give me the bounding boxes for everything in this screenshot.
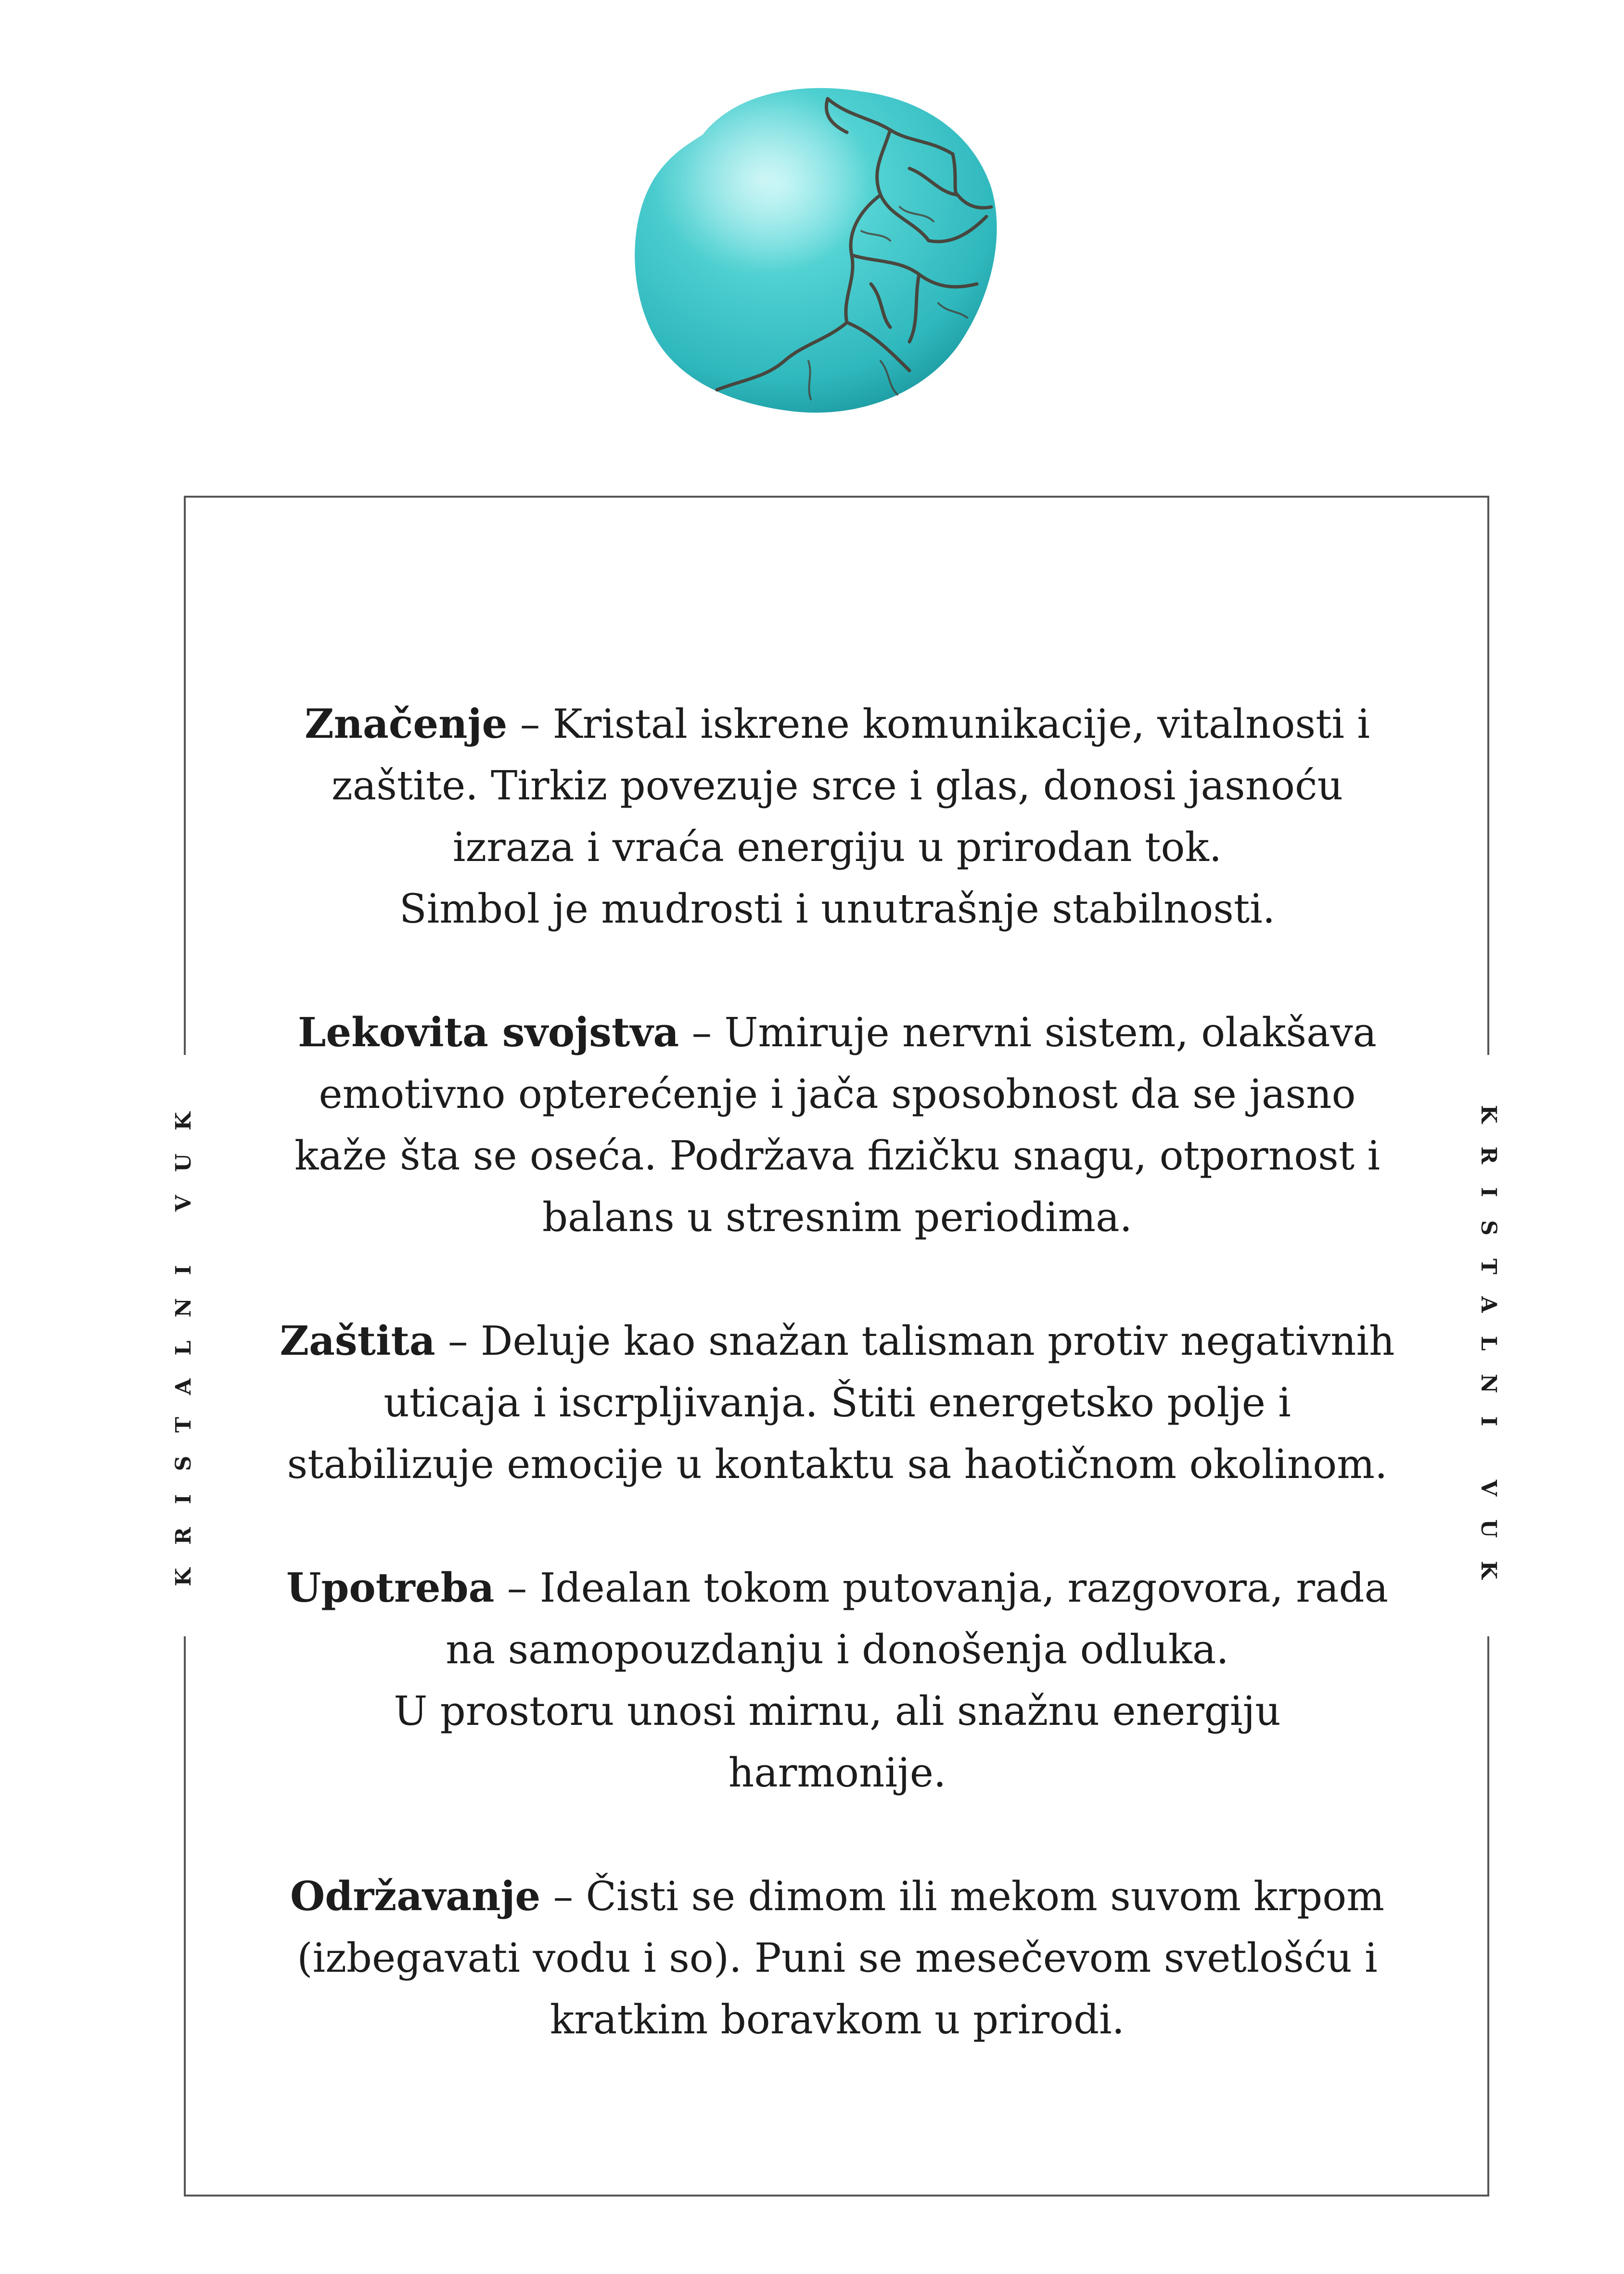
section-text-line: izraza i vraća energiju u prirodan tok. [452, 824, 1222, 871]
frame-left-border-upper [184, 496, 186, 1055]
section-healing-properties [269, 1002, 1405, 1248]
section-text-line: zaštite. Tirkiz povezuje srce i glas, donosi jasnoću [332, 762, 1343, 809]
section-text-line: kaže šta se oseća. Podržava fizičku snagu, otpornost i [294, 1132, 1381, 1179]
section-maintenance [269, 1865, 1405, 2051]
section-heading: Upotreba [286, 1564, 495, 1611]
section-heading: Značenje [305, 700, 508, 747]
section-usage [269, 1557, 1405, 1804]
heading-separator: – [540, 1873, 586, 1920]
frame-bottom-border [184, 2195, 1489, 2197]
section-text-line: (izbegavati vodu i so). Puni se mesečevom svetlošću i [297, 1935, 1378, 1981]
heading-separator: – [507, 701, 553, 747]
section-text-line: na samopouzdanju i donošenja odluka. [446, 1626, 1229, 1673]
section-protection [269, 1310, 1405, 1495]
brand-label-right: KRISTALNI VUK [1476, 1105, 1501, 1603]
section-text-line: emotivno opterećenje i jača sposobnost da se jasno [319, 1071, 1356, 1118]
section-text-line: Kristal iskrene komunikacije, vitalnosti i [552, 701, 1370, 747]
heading-separator: – [679, 1009, 725, 1056]
section-heading: Zaštita [280, 1317, 435, 1364]
section-text-line: balans u stresnim periodima. [542, 1194, 1133, 1241]
section-first-line [269, 1002, 1405, 1064]
section-text-line: kratkim boravkom u prirodi. [550, 1996, 1125, 2043]
frame-right-border-lower [1487, 1636, 1489, 2197]
heading-separator: – [435, 1318, 481, 1364]
section-first-line [269, 1865, 1405, 1927]
section-heading: Održavanje [290, 1873, 541, 1920]
section-first-line [269, 1557, 1405, 1619]
section-text-line: Deluje kao snažan talisman protiv negativnih [480, 1318, 1395, 1364]
section-first-line [269, 693, 1405, 755]
section-text-line: U prostoru unosi mirnu, ali snažnu energiju [394, 1688, 1281, 1734]
section-text-line: stabilizuje emocije u kontaktu sa haotičnom okolinom. [287, 1441, 1388, 1488]
heading-separator: – [494, 1565, 540, 1611]
section-text-line: uticaja i iscrpljivanja. Štiti energetsko polje i [384, 1379, 1291, 1426]
crystal-description [269, 693, 1405, 2051]
section-text-line: harmonije. [728, 1749, 946, 1796]
frame-top-border [184, 496, 1489, 498]
frame-right-border-upper [1487, 496, 1489, 1055]
section-text-line: Simbol je mudrosti i unutrašnje stabilnosti. [399, 886, 1276, 932]
brand-label-left: KRISTALNI VUK [171, 1089, 196, 1586]
section-heading: Lekovita svojstva [297, 1009, 679, 1056]
section-text-line: Umiruje nervni sistem, olakšava [724, 1009, 1377, 1056]
frame-left-border-lower [184, 1636, 186, 2197]
turquoise-stone-image [621, 72, 1006, 424]
section-text-line: Čisti se dimom ili mekom suvom krpom [586, 1873, 1384, 1920]
section-text-line: Idealan tokom putovanja, razgovora, rada [539, 1565, 1389, 1611]
section-meaning [269, 693, 1405, 940]
section-first-line [269, 1310, 1405, 1372]
